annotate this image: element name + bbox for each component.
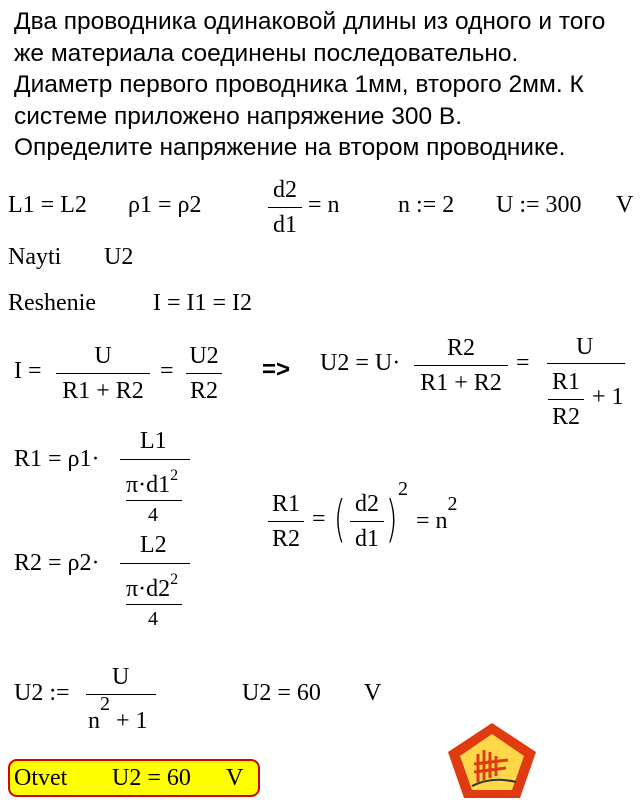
r2-inner-bar bbox=[126, 604, 182, 605]
u2-expr-eq: = bbox=[516, 350, 530, 376]
r2-exponent: 2 bbox=[170, 571, 179, 588]
final-den-rest: + 1 bbox=[116, 708, 148, 734]
u2-inner-den: R2 bbox=[551, 404, 580, 430]
ratio-rhs-exp: 2 bbox=[447, 493, 458, 515]
final-den-exp: 2 bbox=[100, 693, 110, 715]
pentagon-logo-icon bbox=[444, 720, 540, 800]
find-label: Nayti bbox=[8, 244, 62, 270]
u2-inner-fraction bbox=[548, 368, 584, 431]
answer-label: Otvet bbox=[14, 765, 68, 791]
ratio-rhs-base: = n bbox=[416, 508, 448, 534]
ohm-lhs: I = bbox=[14, 358, 42, 384]
u2-expr-lhs: U2 = U· bbox=[320, 350, 401, 376]
given-n-def: n := 2 bbox=[398, 192, 455, 218]
ratio-rhs bbox=[416, 493, 458, 535]
u2-f-den: R1 + R2 bbox=[420, 370, 502, 396]
ohm-f2-den: R2 bbox=[189, 378, 218, 404]
given-rho-eq: ρ1 = ρ2 bbox=[128, 192, 202, 218]
fraction-bar bbox=[548, 399, 584, 400]
r2-num: L2 bbox=[140, 532, 167, 558]
given-diameter-ratio bbox=[268, 176, 302, 239]
fraction-bar bbox=[414, 365, 508, 366]
final-num: U bbox=[112, 664, 130, 690]
answer-expr: U2 = 60 bbox=[112, 765, 191, 791]
ratio-r-den: R2 bbox=[271, 526, 300, 552]
ohm-fraction-1 bbox=[56, 342, 150, 405]
u2-big-bar bbox=[547, 363, 625, 364]
ratio-r-fraction bbox=[268, 490, 304, 553]
r2-bar bbox=[120, 563, 190, 564]
given-ratio-rhs: = n bbox=[308, 192, 340, 218]
problem-line-5: Определите напряжение на втором проводнике. bbox=[14, 134, 566, 161]
ohm-eq: = bbox=[160, 358, 174, 384]
problem-line-4: системе приложено напряжение 300 В. bbox=[14, 102, 463, 130]
problem-line-2: же материала соединены последовательно. bbox=[14, 39, 519, 67]
right-paren: ) bbox=[385, 490, 398, 548]
given-u-def: U := 300 bbox=[496, 192, 582, 218]
u2-expr-fraction bbox=[414, 334, 508, 397]
ohm-f2-num: U2 bbox=[189, 343, 219, 369]
u2-inner-num: R1 bbox=[551, 369, 580, 395]
ratio-r-num: R1 bbox=[271, 491, 300, 517]
problem-line-1: Два проводника одинаковой длины из одного и того bbox=[14, 8, 606, 35]
fraction-bar bbox=[268, 207, 302, 208]
ratio-eq: = bbox=[312, 506, 326, 532]
final-den-base: n bbox=[88, 708, 100, 734]
r1-inner-bar bbox=[126, 500, 182, 501]
u2-big-num: U bbox=[576, 334, 594, 360]
answer-unit: V bbox=[226, 765, 244, 791]
ratio-d-fraction bbox=[350, 490, 384, 553]
problem-statement bbox=[14, 6, 640, 164]
find-target: U2 bbox=[104, 244, 134, 270]
ohm-fraction-2 bbox=[186, 342, 222, 405]
r1-bar bbox=[120, 459, 190, 460]
final-den bbox=[88, 693, 148, 735]
r2-lhs: R2 = ρ2· bbox=[14, 550, 100, 576]
r1-inner-base: π·d1 bbox=[126, 472, 171, 498]
solution-label: Reshenie bbox=[8, 290, 96, 316]
ohm-f1-num: U bbox=[94, 343, 112, 369]
fraction-bar bbox=[186, 373, 222, 374]
ohm-f1-den: R1 + R2 bbox=[62, 378, 144, 404]
r2-inner-base: π·d2 bbox=[126, 576, 171, 602]
r1-inner-num bbox=[126, 467, 179, 499]
final-unit: V bbox=[364, 680, 382, 706]
u2-plus-one: + 1 bbox=[592, 384, 624, 410]
r1-lhs: R1 = ρ1· bbox=[14, 446, 100, 472]
final-result: U2 = 60 bbox=[242, 680, 321, 706]
fraction-bar bbox=[350, 521, 384, 522]
implies-arrow: => bbox=[262, 356, 291, 383]
ratio-denominator: d1 bbox=[273, 212, 297, 238]
given-u-unit: V bbox=[616, 192, 634, 218]
problem-line-3: Диаметр первого проводника 1мм, второго 2мм. К bbox=[14, 71, 584, 98]
ratio-numerator: d2 bbox=[273, 177, 297, 203]
current-equality: I = I1 = I2 bbox=[153, 290, 253, 316]
ratio-d-num: d2 bbox=[355, 491, 379, 517]
fraction-bar bbox=[56, 373, 150, 374]
given-length-eq: L1 = L2 bbox=[8, 192, 87, 218]
u2-f-num: R2 bbox=[446, 335, 475, 361]
ratio-paren-exp: 2 bbox=[398, 478, 408, 500]
left-paren: ( bbox=[333, 490, 346, 548]
r2-inner-den: 4 bbox=[148, 608, 158, 630]
r1-num: L1 bbox=[140, 428, 167, 454]
r1-exponent: 2 bbox=[170, 467, 179, 484]
final-bar bbox=[86, 694, 156, 695]
final-lhs: U2 := bbox=[14, 680, 70, 706]
ratio-d-den: d1 bbox=[355, 526, 379, 552]
r1-inner-den: 4 bbox=[148, 504, 158, 526]
fraction-bar bbox=[268, 521, 304, 522]
r2-inner-num bbox=[126, 571, 179, 603]
